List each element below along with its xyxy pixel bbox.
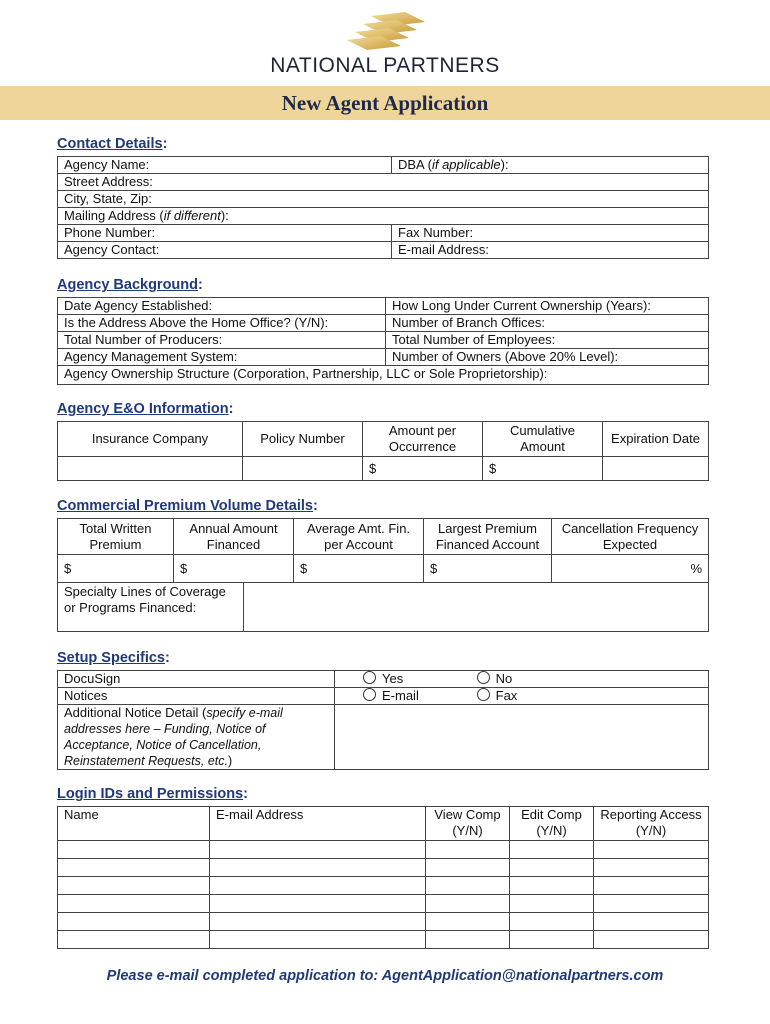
page-title: New Agent Application [281, 91, 489, 115]
city-state-zip-field[interactable]: City, State, Zip: [58, 191, 709, 208]
login-cell[interactable] [58, 913, 210, 931]
login-heading: Login IDs and Permissions: [57, 786, 248, 802]
specialty-input[interactable] [244, 583, 709, 632]
national-partners-logo-icon [343, 12, 427, 52]
premium-col-largest: Largest Premium Financed Account [424, 519, 552, 555]
eo-cumulative-cell[interactable]: $ [483, 457, 603, 481]
contact-heading: Contact Details: [57, 136, 168, 152]
eo-amount-cell[interactable]: $ [363, 457, 483, 481]
docusign-label: DocuSign [58, 671, 335, 688]
login-cell[interactable] [426, 841, 510, 859]
login-cell[interactable] [426, 913, 510, 931]
ownership-years-field[interactable]: How Long Under Current Ownership (Years): [386, 298, 709, 315]
table-row [58, 877, 709, 895]
login-cell[interactable] [210, 859, 426, 877]
login-col-email: E-mail Address [210, 807, 426, 841]
docusign-options [335, 671, 709, 688]
premium-annual-cell[interactable]: $ [174, 555, 294, 583]
table-row [58, 841, 709, 859]
producers-field[interactable]: Total Number of Producers: [58, 332, 386, 349]
eo-col-expiration: Expiration Date [603, 422, 709, 457]
login-cell[interactable] [510, 877, 594, 895]
login-table [57, 806, 709, 949]
agency-name-field[interactable]: Agency Name: [58, 157, 392, 174]
login-col-name: Name [58, 807, 210, 841]
login-cell[interactable] [426, 895, 510, 913]
login-cell[interactable] [594, 859, 709, 877]
eo-policy-cell[interactable] [243, 457, 363, 481]
brand-word-2: PARTNERS [383, 54, 500, 77]
login-cell[interactable] [210, 895, 426, 913]
eo-col-insurer: Insurance Company [58, 422, 243, 457]
docusign-no-option[interactable]: No [477, 671, 513, 686]
brand-word-1: NATIONAL [270, 54, 377, 77]
premium-col-annual: Annual Amount Financed [174, 519, 294, 555]
login-cell[interactable] [426, 859, 510, 877]
notices-email-option[interactable]: E-mail [363, 688, 473, 704]
dba-field[interactable]: DBA (if applicable): [392, 157, 709, 174]
table-row [58, 913, 709, 931]
premium-col-total: Total Written Premium [58, 519, 174, 555]
login-cell[interactable] [426, 931, 510, 949]
login-cell[interactable] [210, 913, 426, 931]
eo-col-cumulative: Cumulative Amount [483, 422, 603, 457]
eo-col-amount: Amount per Occurrence [363, 422, 483, 457]
login-cell[interactable] [58, 841, 210, 859]
date-established-field[interactable]: Date Agency Established: [58, 298, 386, 315]
setup-heading: Setup Specifics: [57, 650, 170, 666]
login-cell[interactable] [594, 931, 709, 949]
notices-label: Notices [58, 688, 335, 705]
additional-notice-input[interactable] [335, 705, 709, 770]
specialty-label: Specialty Lines of Coverage or Programs Financed: [58, 583, 244, 632]
login-cell[interactable] [210, 841, 426, 859]
premium-heading: Commercial Premium Volume Details: [57, 498, 318, 514]
docusign-yes-option[interactable]: Yes [363, 671, 473, 687]
radio-yes-icon[interactable] [363, 671, 376, 684]
premium-col-cancel: Cancellation Frequency Expected [552, 519, 709, 555]
table-row [58, 859, 709, 877]
login-cell[interactable] [510, 841, 594, 859]
radio-fax-icon[interactable] [477, 688, 490, 701]
login-cell[interactable] [594, 895, 709, 913]
phone-field[interactable]: Phone Number: [58, 225, 392, 242]
employees-field[interactable]: Total Number of Employees: [386, 332, 709, 349]
eo-expiration-cell[interactable] [603, 457, 709, 481]
login-cell[interactable] [58, 895, 210, 913]
street-address-field[interactable]: Street Address: [58, 174, 709, 191]
premium-average-cell[interactable]: $ [294, 555, 424, 583]
branch-offices-field[interactable]: Number of Branch Offices: [386, 315, 709, 332]
setup-table [57, 670, 709, 770]
login-cell[interactable] [58, 931, 210, 949]
background-table [57, 297, 709, 385]
login-cell[interactable] [58, 859, 210, 877]
additional-notice-label: Additional Notice Detail (specify e-mail addresses here – Funding, Notice of Acceptance, Notice of Cancellation, Reinstatement Requests, etc.) [58, 705, 335, 770]
login-cell[interactable] [594, 913, 709, 931]
eo-heading: Agency E&O Information: [57, 401, 234, 417]
brand-name [0, 54, 770, 78]
login-cell[interactable] [510, 931, 594, 949]
mailing-address-field[interactable]: Mailing Address (if different): [58, 208, 709, 225]
home-office-field[interactable]: Is the Address Above the Home Office? (Y/N): [58, 315, 386, 332]
footer-instructions: Please e-mail completed application to: AgentApplication@nationalpartners.com [106, 968, 664, 984]
ownership-structure-field[interactable]: Agency Ownership Structure (Corporation, Partnership, LLC or Sole Proprietorship): [58, 366, 709, 385]
eo-col-policy: Policy Number [243, 422, 363, 457]
notices-fax-option[interactable]: Fax [477, 688, 518, 703]
management-system-field[interactable]: Agency Management System: [58, 349, 386, 366]
login-cell[interactable] [210, 931, 426, 949]
fax-field[interactable]: Fax Number: [392, 225, 709, 242]
background-heading: Agency Background: [57, 277, 203, 293]
login-cell[interactable] [58, 877, 210, 895]
login-col-view: View Comp (Y/N) [426, 807, 510, 841]
login-cell[interactable] [594, 877, 709, 895]
login-cell[interactable] [210, 877, 426, 895]
table-row [58, 931, 709, 949]
premium-cancel-cell[interactable]: % [552, 555, 709, 583]
notices-options [335, 688, 709, 705]
table-row [58, 895, 709, 913]
login-cell[interactable] [510, 859, 594, 877]
login-cell[interactable] [510, 895, 594, 913]
contact-table [57, 156, 709, 259]
login-cell[interactable] [426, 877, 510, 895]
owners-field[interactable]: Number of Owners (Above 20% Level): [386, 349, 709, 366]
login-col-edit: Edit Comp (Y/N) [510, 807, 594, 841]
specialty-table [57, 582, 709, 632]
premium-col-average: Average Amt. Fin. per Account [294, 519, 424, 555]
radio-email-icon[interactable] [363, 688, 376, 701]
radio-no-icon[interactable] [477, 671, 490, 684]
premium-total-cell[interactable]: $ [58, 555, 174, 583]
login-col-reporting: Reporting Access (Y/N) [594, 807, 709, 841]
login-cell[interactable] [510, 913, 594, 931]
eo-insurer-cell[interactable] [58, 457, 243, 481]
premium-table [57, 518, 709, 583]
eo-table [57, 421, 709, 481]
email-field[interactable]: E-mail Address: [392, 242, 709, 259]
premium-largest-cell[interactable]: $ [424, 555, 552, 583]
login-cell[interactable] [594, 841, 709, 859]
agency-contact-field[interactable]: Agency Contact: [58, 242, 392, 259]
